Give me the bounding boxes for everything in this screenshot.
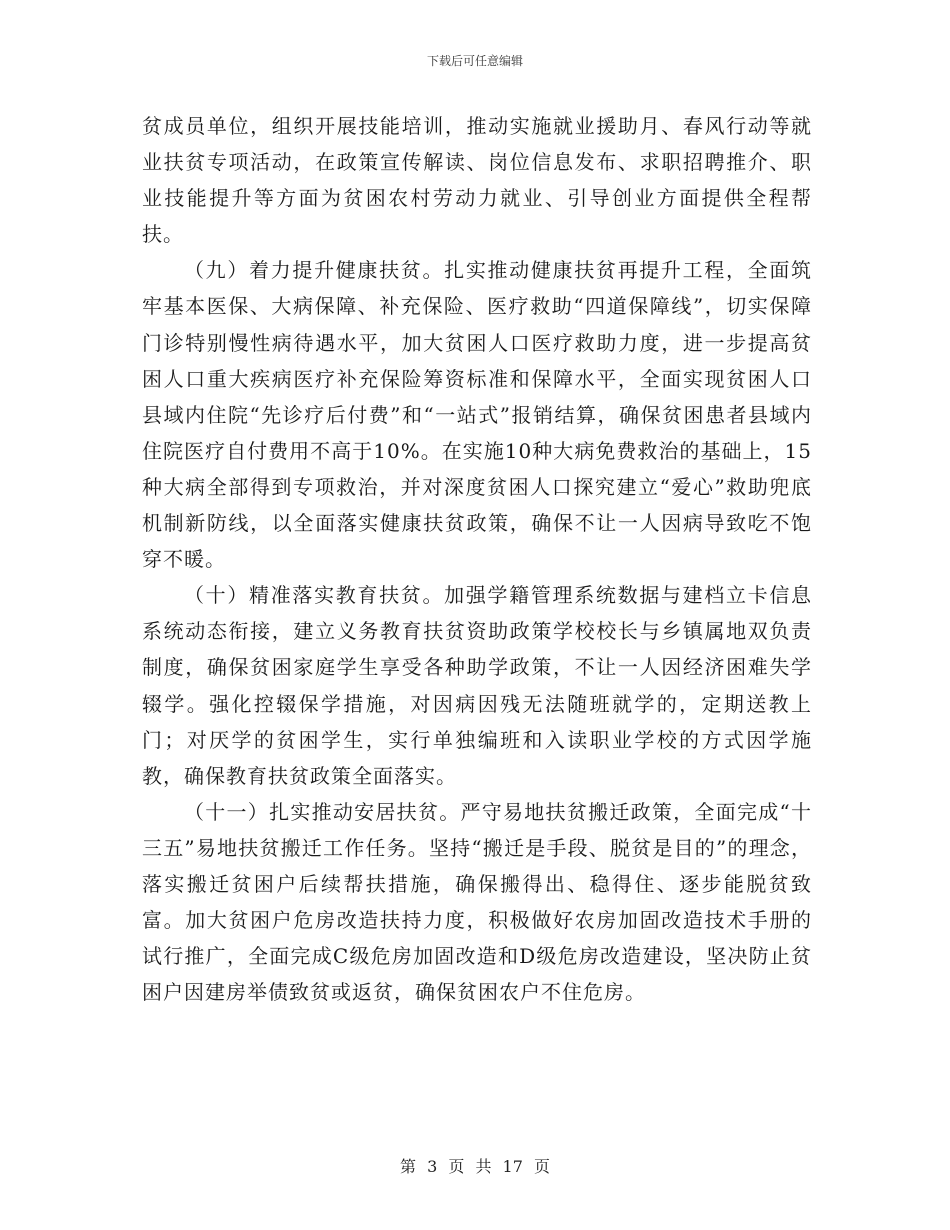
paragraph-education-poverty: （十）精准落实教育扶贫。加强学籍管理系统数据与建档立卡信息系统动态衔接，建立义务教育扶贫资助政策学校校长与乡镇属地双负责制度，确保贫困家庭学生享受各种助学政策，不让一人因经济困难失学辍学。强化控辍保学措施，对因病因残无法随班就学的，定期送教上门；对厌学的贫困学生，实行单独编班和入读职业学校的方式因学施教，确保教育扶贫政策全面落实。 xyxy=(142,583,812,788)
paragraph-continuation: 贫成员单位，组织开展技能培训，推动实施就业援助月、春风行动等就业扶贫专项活动，在政策宣传解读、岗位信息发布、求职招聘推介、职业技能提升等方面为贫困农村劳动力就业、引导创业方面提供全程帮扶。 xyxy=(142,114,812,247)
paragraph-housing-poverty: （十一）扎实推动安居扶贫。严守易地扶贫搬迁政策，全面完成“十三五”易地扶贫搬迁工作任务。坚持“搬迁是手段、脱贫是目的”的理念，落实搬迁贫困户后续帮扶措施，确保搬得出、稳得住、逐步能脱贫致富。加大贫困户危房改造扶持力度，积极做好农房加固改造技术手册的试行推广，全面完成C级危房加固改造和D级危房改造建设，坚决防止贫困户因建房举债致贫或返贫，确保贫困农户不住危房。 xyxy=(142,799,812,1005)
paragraph-health-poverty: （九）着力提升健康扶贫。扎实推动健康扶贫再提升工程，全面筑牢基本医保、大病保障、补充保险、医疗救助“四道保障线”，切实保障门诊特别慢性病待遇水平，加大贫困人口医疗救助力度，进一步提高贫困人口重大疾病医疗补充保险筹资标准和保障水平，全面实现贫困人口县域内住院“先诊疗后付费”和“一站式”报销结算，确保贫困患者县域内住院医疗自付费用不高于10%。在实施10种大病免费救治的基础上，15种大病全部得到专项救治，并对深度贫困人口探究建立“爱心”救助兜底机制新防线，以全面落实健康扶贫政策，确保不让一人因病导致吃不饱穿不暖。 xyxy=(142,258,812,572)
page-number: 第 3 页 共 17 页 xyxy=(400,1157,550,1176)
document-body xyxy=(142,108,812,1010)
page-header: 下载后可任意编辑 xyxy=(426,54,523,68)
